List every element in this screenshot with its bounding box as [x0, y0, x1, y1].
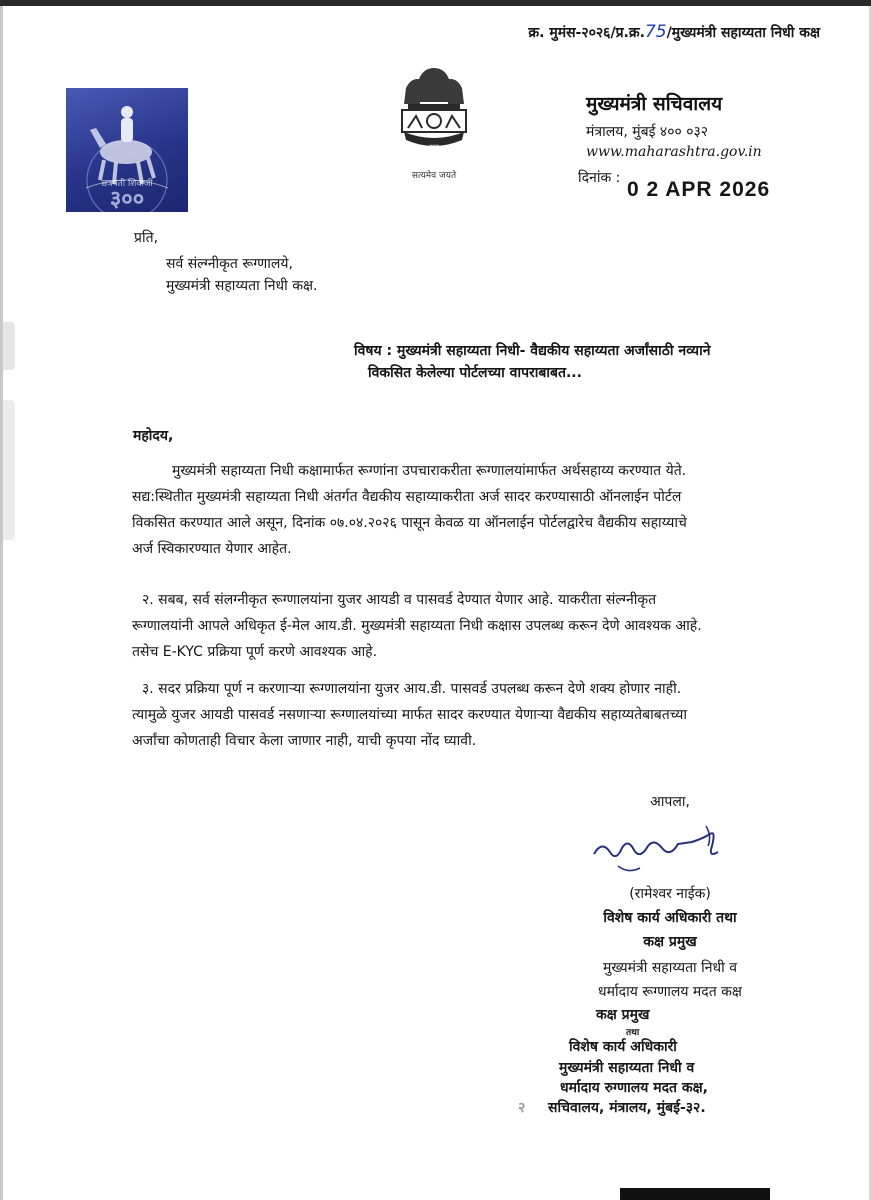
page-left-edge	[0, 6, 3, 1200]
date-stamp: 0 2 APR 2026	[627, 178, 771, 201]
logo-top-text: छत्रपती शिवाजी	[101, 179, 153, 189]
tercentenary-logo	[66, 88, 188, 212]
recipient-line-1: सर्व संल्ग्नीकृत रूग्णालये,	[166, 256, 293, 272]
reference-number	[440, 22, 820, 42]
stamp-line-6: सचिवालय, मंत्रालय, मुंबई-३२.	[548, 1100, 706, 1116]
emblem-band-text: ब्रह्मद	[429, 144, 439, 150]
subject-line-1: विषय : मुख्यमंत्री सहाय्यता निधी- वैद्यकीय सहाय्यता अर्जांसाठी नव्याने	[354, 343, 711, 359]
paragraph-3-line-1: ३. सदर प्रक्रिया पूर्ण न करणाऱ्या रूग्णालयांना युजर आय.डी. पासवर्ड उपलब्ध करून देणे शक्य होणार नाही.	[142, 681, 682, 697]
signatory-title-2: कक्ष प्रमुख	[643, 934, 697, 950]
national-emblem	[386, 62, 482, 180]
paragraph-1	[132, 458, 822, 562]
salutation: महोदय,	[133, 428, 174, 444]
stamp-line-4: मुख्यमंत्री सहाय्यता निधी व	[559, 1060, 695, 1076]
date-label: दिनांक :	[578, 170, 621, 186]
logo-number-text: ३००	[109, 187, 145, 212]
reference-prefix: क्र. मुमंस-२०२६/प्र.क्र.	[528, 25, 645, 41]
office-name: मुख्यमंत्री सचिवालय	[586, 93, 723, 115]
paragraph-3-line-2: त्यामुळे युजर आयडी पासवर्ड नसणाऱ्या रूग्णालयांच्या मार्फत सादर करण्यात येणाऱ्या वैद्यकीय सहाय्यतेबाबतच्या	[132, 707, 688, 723]
paragraph-1-line-3: विकसित करण्यात आले असून, दिनांक ०७.०४.२०२६ पासून केवळ या ऑनलाईन पोर्टलद्वारेच वैद्यकीय सहाय्याचे	[132, 515, 687, 531]
reference-suffix: /मुख्यमंत्री सहाय्यता निधी कक्ष	[666, 25, 820, 41]
ashoka-lion-capital-icon	[386, 62, 482, 180]
paragraph-1-line-1: मुख्यमंत्री सहाय्यता निधी कक्षामार्फत रूग्णांना उपचाराकरीता रूग्णालयांमार्फत अर्थसहाय्य करण्यात येते.	[172, 463, 687, 479]
closing: आपला,	[650, 794, 690, 810]
stamp-line-3: विशेष कार्य अधिकारी	[569, 1039, 677, 1055]
stamp-line-2: तथा	[626, 1028, 640, 1038]
paragraph-2	[132, 587, 822, 665]
stamp-line-1: कक्ष प्रमुख	[596, 1007, 650, 1023]
signature-text: रामेश्वर	[588, 884, 591, 885]
paragraph-2-line-3: तसेच E-KYC प्रक्रिया पूर्ण करणे आवश्यक आहे.	[132, 644, 378, 660]
office-website: www.maharashtra.gov.in	[586, 144, 762, 160]
paragraph-2-line-2: रूग्णालयांनी आपले अधिकृत ई-मेल आय.डी. मुख्यमंत्री सहाय्यता निधी कक्षास उपलब्ध करून देणे आवश्यक आहे.	[132, 618, 702, 634]
paragraph-1-line-4: अर्ज स्विकारण्यात येणार आहेत.	[132, 541, 292, 557]
signatory-dept-2: धर्मादाय रूग्णालय मदत कक्ष	[598, 984, 742, 1000]
scroll-track[interactable]	[3, 400, 15, 540]
office-address: मंत्रालय, मुंबई ४०० ०३२	[586, 124, 709, 140]
paragraph-3-line-3: अर्जांचा कोणताही विचार केला जाणार नाही, याची कृपया नोंद घ्यावी.	[132, 733, 477, 749]
reference-handwritten-number: 75	[644, 22, 667, 42]
signatory-dept-1: मुख्यमंत्री सहाय्यता निधी व	[602, 960, 738, 976]
emblem-motto: सत्यमेव जयते	[411, 171, 457, 181]
recipient-label: प्रति,	[134, 230, 159, 246]
signature-icon	[588, 816, 758, 886]
subject	[354, 340, 710, 384]
paragraph-1-line-2: सद्य:स्थितीत मुख्यमंत्री सहाय्यता निधी अंतर्गत वैद्यकीय सहाय्याकरीता अर्ज सादर करण्यासाठी ऑनलाईन पोर्टल	[132, 489, 682, 505]
equestrian-statue-icon	[66, 88, 188, 212]
stamp-line-6-prefix: २	[518, 1100, 526, 1116]
subject-line-2: विकसित केलेल्या पोर्टलच्या वापराबाबत...	[368, 365, 582, 381]
scroll-handle[interactable]	[3, 322, 15, 370]
signatory-name: (रामेश्वर नाईक)	[629, 886, 711, 902]
recipient-line-2: मुख्यमंत्री सहाय्यता निधी कक्ष.	[166, 278, 318, 294]
paragraph-2-line-1: २. सबब, सर्व संलग्नीकृत रूग्णालयांना युजर आयडी व पासवर्ड देण्यात येणार आहे. याकरीता संल्ग्नीकृत	[142, 592, 657, 608]
handwritten-signature	[588, 816, 758, 886]
paragraph-3	[132, 676, 822, 754]
signatory-title-1: विशेष कार्य अधिकारी तथा	[603, 910, 737, 926]
top-edge-bar	[0, 0, 871, 6]
bottom-edge-bar	[620, 1188, 770, 1200]
stamp-line-5: धर्मादाय रुग्णालय मदत कक्ष,	[560, 1080, 708, 1096]
